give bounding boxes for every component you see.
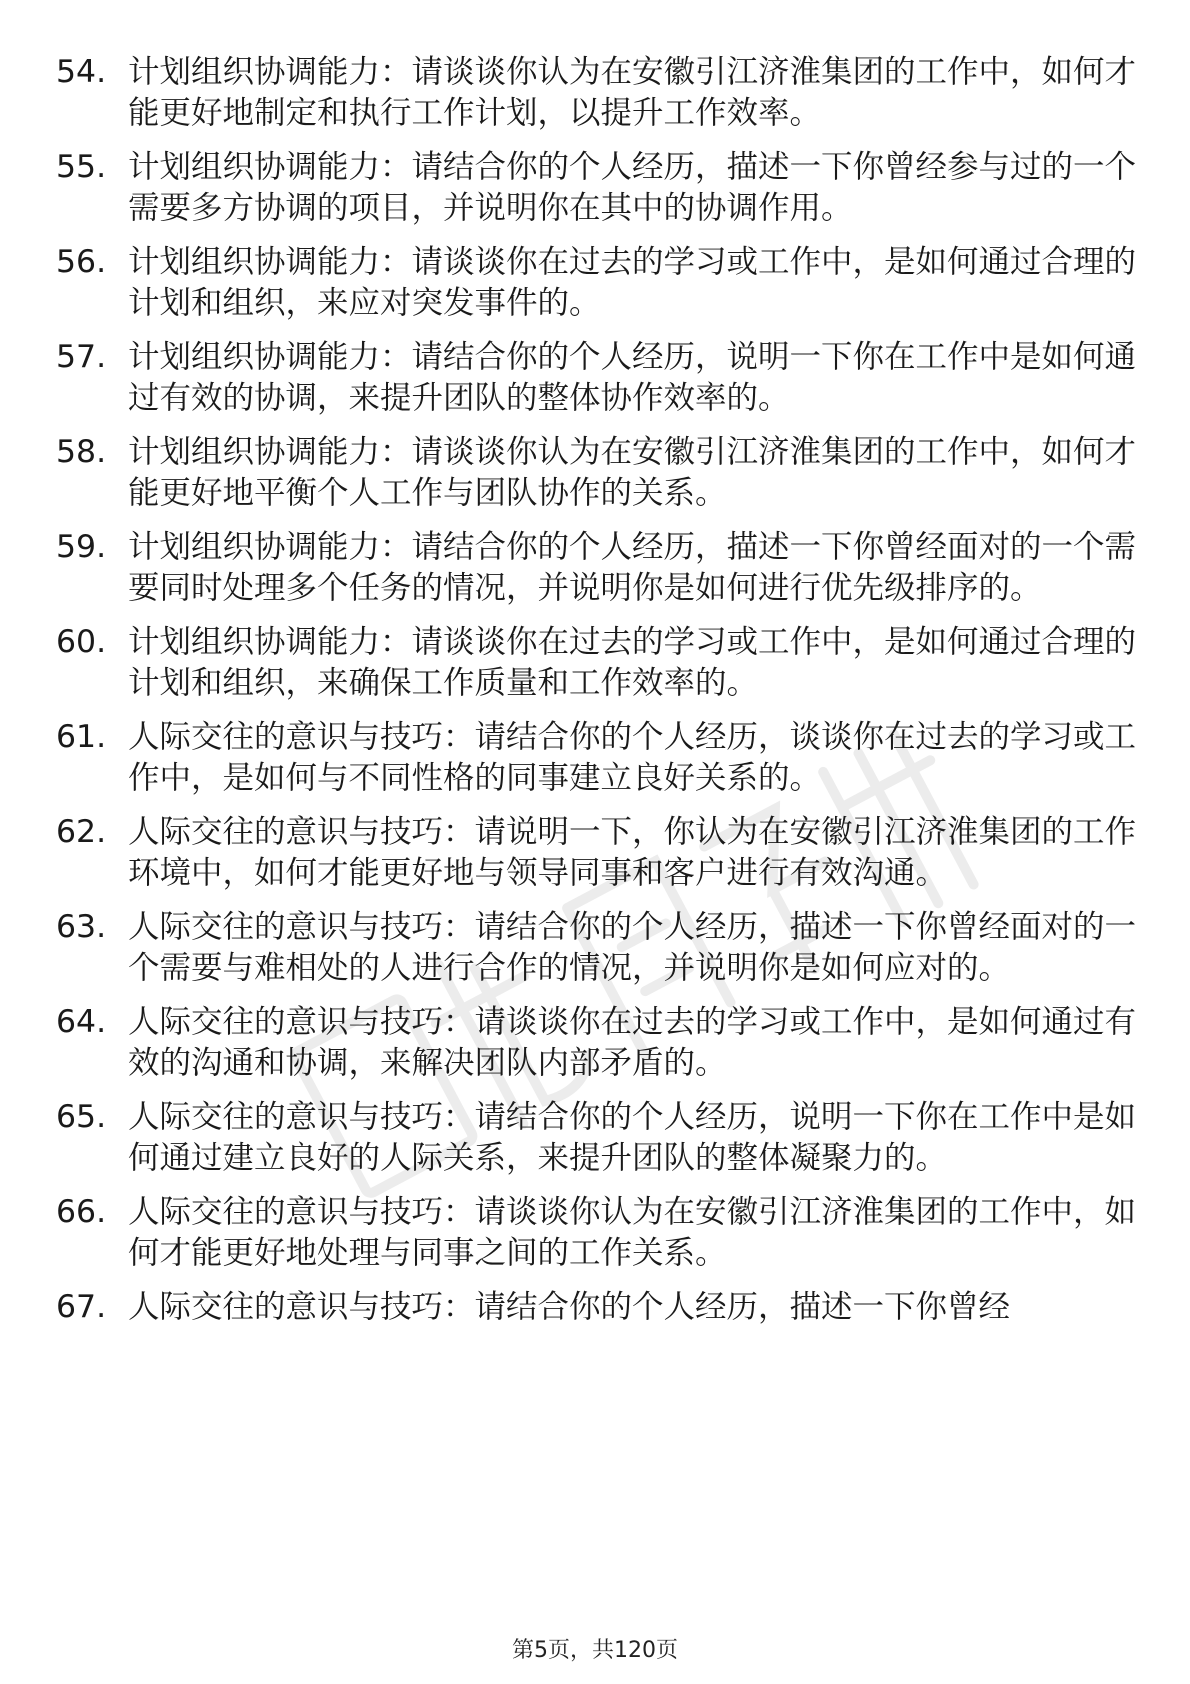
list-item (56, 717, 1136, 798)
list-item (56, 242, 1136, 323)
question-number: 58. (56, 434, 107, 470)
list-item (56, 1192, 1136, 1273)
list-item (56, 147, 1136, 228)
question-text: 人际交往的意识与技巧：请说明一下，你认为在安徽引江济淮集团的工作环境中，如何才能更好地与领导同事和客户进行有效沟通。 (128, 814, 1137, 891)
question-text: 计划组织协调能力：请谈谈你认为在安徽引江济淮集团的工作中，如何才能更好地平衡个人工作与团队协作的关系。 (128, 434, 1137, 511)
question-text: 人际交往的意识与技巧：请结合你的个人经历，谈谈你在过去的学习或工作中，是如何与不同性格的同事建立良好关系的。 (128, 719, 1137, 796)
question-number: 54. (56, 54, 107, 90)
list-item (56, 52, 1136, 133)
question-number: 60. (56, 624, 107, 660)
list-item (56, 1287, 1136, 1328)
page-footer (0, 1633, 1190, 1664)
question-number: 55. (56, 149, 107, 185)
list-item (56, 907, 1136, 988)
question-number: 62. (56, 814, 107, 850)
list-item (56, 622, 1136, 703)
question-text: 计划组织协调能力：请谈谈你在过去的学习或工作中，是如何通过合理的计划和组织，来应对突发事件的。 (128, 244, 1137, 321)
list-item (56, 812, 1136, 893)
list-item (56, 527, 1136, 608)
question-text: 计划组织协调能力：请谈谈你在过去的学习或工作中，是如何通过合理的计划和组织，来确保工作质量和工作效率的。 (128, 624, 1137, 701)
question-number: 63. (56, 909, 107, 945)
question-text: 计划组织协调能力：请结合你的个人经历，描述一下你曾经参与过的一个需要多方协调的项目，并说明你在其中的协调作用。 (128, 149, 1137, 226)
list-item (56, 337, 1136, 418)
question-number: 61. (56, 719, 107, 755)
list-item (56, 432, 1136, 513)
question-number: 57. (56, 339, 107, 375)
list-item (56, 1097, 1136, 1178)
question-text: 人际交往的意识与技巧：请结合你的个人经历，说明一下你在工作中是如何通过建立良好的人际关系，来提升团队的整体凝聚力的。 (128, 1099, 1137, 1176)
list-item (56, 1002, 1136, 1083)
question-text: 人际交往的意识与技巧：请谈谈你在过去的学习或工作中，是如何通过有效的沟通和协调，来解决团队内部矛盾的。 (128, 1004, 1137, 1081)
question-text: 人际交往的意识与技巧：请结合你的个人经历，描述一下你曾经面对的一个需要与难相处的人进行合作的情况，并说明你是如何应对的。 (128, 909, 1137, 986)
page-number-label: 第5页，共120页 (512, 1638, 678, 1663)
question-list (56, 52, 1136, 1342)
question-text: 计划组织协调能力：请谈谈你认为在安徽引江济淮集团的工作中，如何才能更好地制定和执行工作计划，以提升工作效率。 (128, 54, 1137, 131)
question-text: 人际交往的意识与技巧：请结合你的个人经历，描述一下你曾经 (128, 1289, 1011, 1325)
question-number: 66. (56, 1194, 107, 1230)
question-number: 59. (56, 529, 107, 565)
question-text: 计划组织协调能力：请结合你的个人经历，说明一下你在工作中是如何通过有效的协调，来提升团队的整体协作效率的。 (128, 339, 1137, 416)
question-text: 人际交往的意识与技巧：请谈谈你认为在安徽引江济淮集团的工作中，如何才能更好地处理与同事之间的工作关系。 (128, 1194, 1137, 1271)
question-number: 56. (56, 244, 107, 280)
question-number: 64. (56, 1004, 107, 1040)
question-text: 计划组织协调能力：请结合你的个人经历，描述一下你曾经面对的一个需要同时处理多个任务的情况，并说明你是如何进行优先级排序的。 (128, 529, 1137, 606)
question-number: 67. (56, 1289, 107, 1325)
question-number: 65. (56, 1099, 107, 1135)
